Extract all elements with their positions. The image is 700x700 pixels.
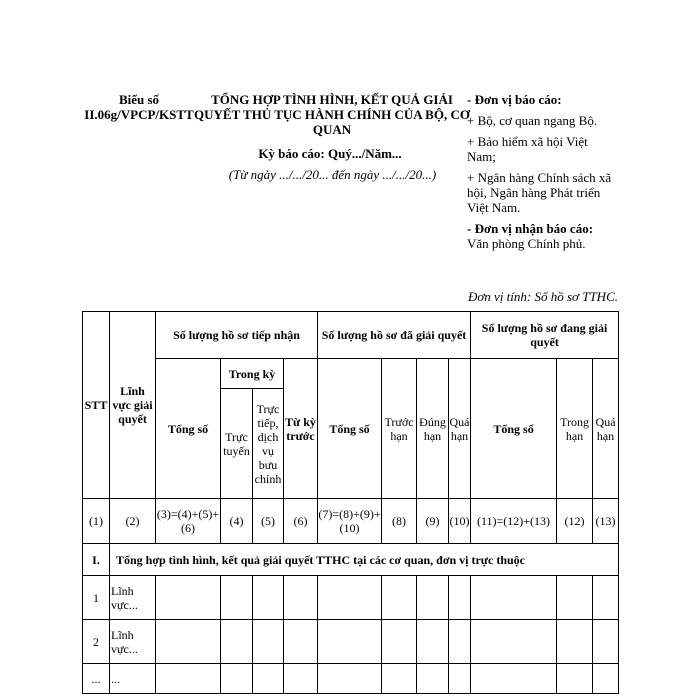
date-range: (Từ ngày .../.../20... đến ngày .../.../20...)	[228, 167, 437, 182]
reporting-unit-item: + Bảo hiểm xã hội Việt Nam;	[467, 134, 588, 164]
header-stt: STT	[83, 312, 110, 499]
column-number: (13)	[593, 499, 619, 544]
header-pending-total: Tổng số	[471, 359, 557, 499]
column-number: (3)=(4)+(5)+(6)	[156, 499, 221, 544]
reporting-unit-item: + Bộ, cơ quan ngang Bộ.	[467, 113, 598, 128]
header-received: Số lượng hồ sơ tiếp nhận	[156, 312, 318, 359]
column-number: (7)=(8)+(9)+(10)	[318, 499, 382, 544]
header-late: Quá hạn	[449, 359, 471, 499]
section-title: Tổng hợp tình hình, kết quả giải quyết TTHC tại các cơ quan, đơn vị trực thuộc	[110, 544, 619, 576]
receiving-unit-value: Văn phòng Chính phủ.	[467, 236, 586, 251]
row-stt: 1	[83, 576, 110, 620]
header-row-1	[83, 312, 619, 359]
column-number: (12)	[557, 499, 593, 544]
header-resolved-total: Tổng số	[318, 359, 382, 499]
header-direct: Trực tiếp, dịch vụ bưu chính	[253, 389, 284, 499]
header-field: Lĩnh vực giải quyết	[110, 312, 156, 499]
unit-note: Đơn vị tính: Số hồ sơ TTHC.	[467, 289, 618, 304]
row-field: Lĩnh vực...	[110, 620, 156, 664]
section-row	[83, 544, 619, 576]
row-stt: ...	[83, 664, 110, 694]
table-row	[83, 620, 619, 664]
header-pending: Số lượng hồ sơ đang giải quyết	[471, 312, 619, 359]
column-number-row	[83, 499, 619, 544]
form-code: Biểu số II.06g/VPCP/KSTT	[84, 92, 194, 122]
header-in-period: Trong kỳ	[221, 359, 284, 389]
table-row	[83, 576, 619, 620]
section-number: I.	[83, 544, 110, 576]
column-number: (6)	[284, 499, 318, 544]
reporting-unit-item: + Ngân hàng Chính sách xã hội, Ngân hàng Phát triển Việt Nam.	[467, 170, 612, 215]
column-number: (9)	[417, 499, 449, 544]
column-number: (5)	[253, 499, 284, 544]
header-online: Trực tuyến	[221, 389, 253, 499]
header-overdue: Quá hạn	[593, 359, 619, 499]
header-ontime: Đúng hạn	[417, 359, 449, 499]
reporting-units	[467, 92, 617, 257]
reporting-units-heading: - Đơn vị báo cáo:	[467, 92, 562, 107]
report-table	[82, 311, 619, 694]
column-number: (4)	[221, 499, 253, 544]
header-early: Trước hạn	[382, 359, 417, 499]
row-field: ...	[110, 664, 156, 694]
column-number: (11)=(12)+(13)	[471, 499, 557, 544]
column-number: (10)	[449, 499, 471, 544]
column-number: (1)	[83, 499, 110, 544]
column-number: (8)	[382, 499, 417, 544]
row-stt: 2	[83, 620, 110, 664]
report-period: Kỳ báo cáo: Quý.../Năm...	[258, 146, 402, 161]
column-number: (2)	[110, 499, 156, 544]
table-row	[83, 664, 619, 694]
header-received-total: Tổng số	[156, 359, 221, 499]
header-carried-over: Từ kỳ trước	[284, 359, 318, 499]
receiving-unit-label: - Đơn vị nhận báo cáo:	[467, 221, 594, 236]
header-row-2	[83, 359, 619, 389]
header-resolved: Số lượng hồ sơ đã giải quyết	[318, 312, 471, 359]
header-within: Trong hạn	[557, 359, 593, 499]
row-field: Lĩnh vực...	[110, 576, 156, 620]
report-title: TỔNG HỢP TÌNH HÌNH, KẾT QUẢ GIẢI QUYẾT THỦ TỤC HÀNH CHÍNH CỦA BỘ, CƠ QUAN	[194, 92, 470, 137]
receiving-unit	[467, 221, 617, 251]
